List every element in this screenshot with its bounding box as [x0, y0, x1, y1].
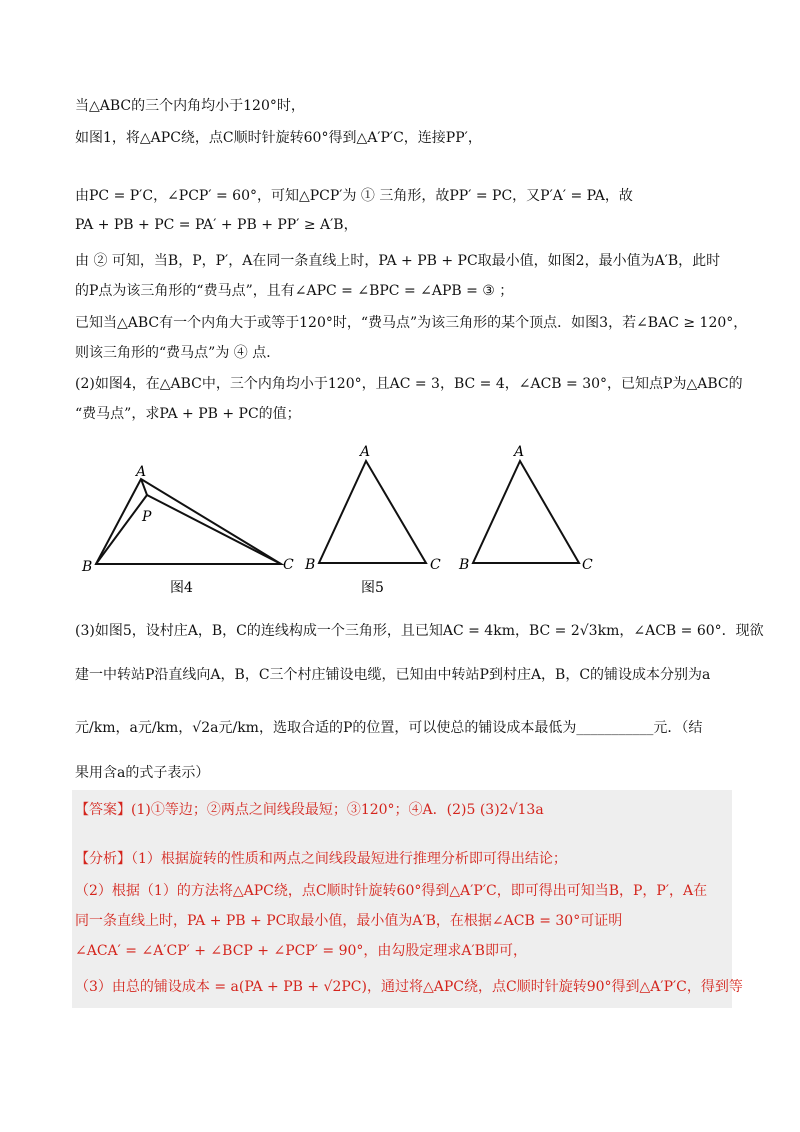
- analysis-line-2: （2）根据（1）的方法将△APC绕，点C顺时针旋转60°得到△A′P′C，即可得出可知当B，P，P′，A在: [75, 883, 708, 899]
- text-line-4: PA + PB + PC = PA′ + PB + PP′ ≥ A′B，: [75, 217, 358, 233]
- text-line-5: 由 ② 可知，当B，P，P′，A在同一条直线上时，PA + PB + PC取最小值，如图2，最小值为A′B，此时: [75, 253, 721, 269]
- analysis-line-3: 同一条直线上时，PA + PB + PC取最小值，最小值为A′B，在根据∠ACB = 30°可证明: [75, 913, 623, 929]
- fig4-caption: 图4: [170, 580, 193, 596]
- fig4-label-A: A: [136, 464, 147, 480]
- fig5-caption: 图5: [361, 580, 384, 596]
- analysis-line-1: 【分析】（1）根据旋转的性质和两点之间线段最短进行推理分析即可得出结论；: [75, 851, 567, 867]
- text-line-14: 果用含a的式子表示）: [75, 765, 210, 781]
- text-line-11: (3)如图5，设村庄A，B，C的连线构成一个三角形，且已知AC = 4km，BC = 2√3km，∠ACB = 60°．现欲: [75, 623, 764, 639]
- text-line-6: 的P点为该三角形的“费马点”，且有∠APC = ∠BPC = ∠APB = ③ ；: [75, 283, 514, 299]
- text-line-9: (2)如图4，在△ABC中，三个内角均小于120°，且AC = 3，BC = 4，∠ACB = 30°，已知点P为△ABC的: [75, 376, 743, 392]
- fig4-label-P: P: [142, 509, 152, 525]
- fig5-label-A: A: [360, 444, 371, 460]
- fig5-label-C: C: [430, 557, 441, 573]
- fig6-label-B: B: [459, 557, 470, 573]
- text-line-12: 建一中转站P沿直线向A，B，C三个村庄铺设电缆，已知由中转站P到村庄A，B，C的铺设成本分别为a: [75, 667, 711, 683]
- analysis-line-5: （3）由总的铺设成本 = a(PA + PB + √2PC)，通过将△APC绕，点C顺时针旋转90°得到△A′P′C，得到等: [75, 979, 743, 995]
- fig4-label-B: B: [82, 559, 93, 575]
- figure-4: [96, 479, 281, 564]
- text-line-10: “费马点”，求PA + PB + PC的值；: [75, 406, 301, 422]
- text-line-3: 由PC = P′C，∠PCP′ = 60°，可知△PCP′为 ① 三角形，故PP′ = PC，又P′A′ = PA，故: [75, 188, 633, 204]
- fig6-label-A: A: [514, 444, 525, 460]
- fig6-label-C: C: [582, 557, 593, 573]
- text-line-8: 则该三角形的“费马点”为 ④ 点．: [75, 345, 281, 361]
- fig4-label-C: C: [283, 557, 294, 573]
- text-line-1: 当△ABC的三个内角均小于120°时，: [75, 98, 305, 114]
- text-line-13: 元/km，a元/km，√2a元/km，选取合适的P的位置，可以使总的铺设成本最低为___________元．（结: [75, 720, 703, 736]
- figure-6: [473, 461, 579, 563]
- answer-line: 【答案】(1)①等边；②两点之间线段最短；③120°；④A．(2)5 (3)2√13a: [75, 802, 544, 818]
- figure-5: [319, 461, 426, 563]
- analysis-line-4: ∠ACA′ = ∠A′CP′ + ∠BCP + ∠PCP′ = 90°，由勾股定理求A′B即可，: [75, 943, 527, 959]
- fig5-label-B: B: [305, 557, 316, 573]
- text-line-2: 如图1，将△APC绕，点C顺时针旋转60°得到△A′P′C，连接PP′，: [75, 130, 482, 146]
- text-line-7: 已知当△ABC有一个内角大于或等于120°时，“费马点”为该三角形的某个顶点．如图3，若∠BAC ≥ 120°，: [75, 315, 748, 331]
